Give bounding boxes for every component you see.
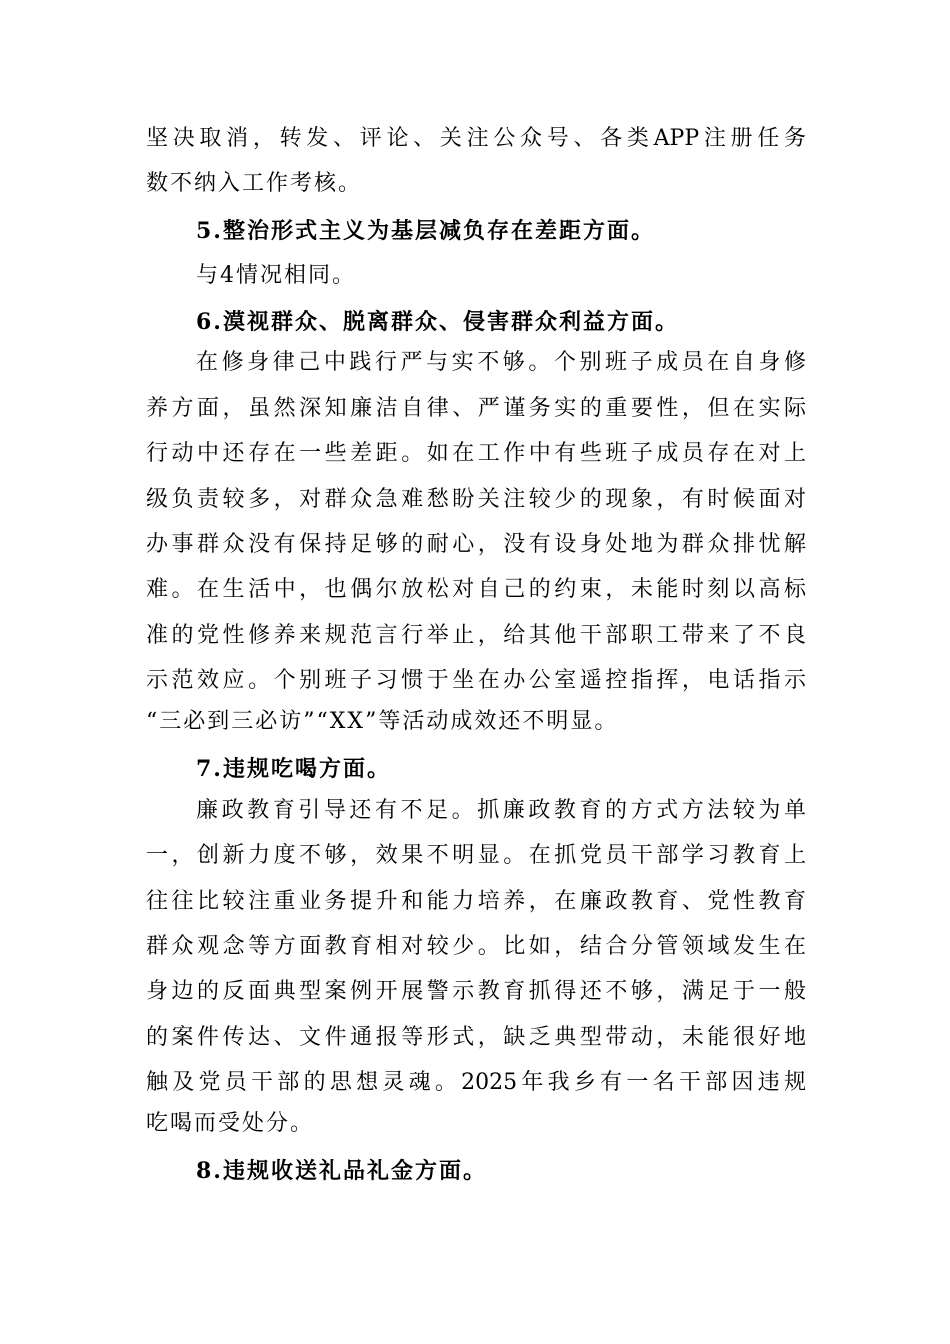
paragraph-line: 准的党性修养来规范言行举止，给其他干部职工带来了不良	[146, 623, 806, 648]
paragraph-line: 难。在生活中，也偶尔放松对自己的约束，未能时刻以高标	[146, 577, 806, 602]
paragraph-line: 坚决取消，转发、评论、关注公众号、各类APP注册任务	[146, 126, 806, 151]
section-heading-5: 5.整治形式主义为基层减负存在差距方面。	[196, 218, 655, 244]
section-heading-7: 7.违规吃喝方面。	[196, 756, 391, 782]
paragraph-line: “三必到三必访”“XX”等活动成效还不明显。	[146, 709, 619, 734]
paragraph-line: 办事群众没有保持足够的耐心，没有设身处地为群众排忧解	[146, 532, 806, 557]
paragraph-line: 与4情况相同。	[196, 263, 356, 288]
section-heading-6: 6.漠视群众、脱离群众、侵害群众利益方面。	[196, 309, 679, 335]
paragraph-line: 的案件传达、文件通报等形式，缺乏典型带动，未能很好地	[146, 1025, 806, 1050]
paragraph-line: 在修身律己中践行严与实不够。个别班子成员在自身修	[196, 350, 806, 375]
paragraph-line: 养方面，虽然深知廉洁自律、严谨务实的重要性，但在实际	[146, 396, 806, 421]
paragraph-line: 数不纳入工作考核。	[146, 171, 363, 196]
paragraph-line: 触及党员干部的思想灵魂。2025年我乡有一名干部因违规	[146, 1070, 806, 1095]
paragraph-line: 吃喝而受处分。	[146, 1111, 315, 1136]
paragraph-line: 往往比较注重业务提升和能力培养，在廉政教育、党性教育	[146, 889, 806, 914]
paragraph-line: 群众观念等方面教育相对较少。比如，结合分管领域发生在	[146, 934, 806, 959]
paragraph-line: 身边的反面典型案例开展警示教育抓得还不够，满足于一般	[146, 979, 806, 1004]
paragraph-line: 一，创新力度不够，效果不明显。在抓党员干部学习教育上	[146, 843, 806, 868]
paragraph-line: 廉政教育引导还有不足。抓廉政教育的方式方法较为单	[196, 798, 806, 823]
paragraph-line: 行动中还存在一些差距。如在工作中有些班子成员存在对上	[146, 441, 806, 466]
paragraph-line: 级负责较多，对群众急难愁盼关注较少的现象，有时候面对	[146, 487, 806, 512]
section-heading-8: 8.违规收送礼品礼金方面。	[196, 1158, 487, 1184]
paragraph-line: 示范效应。个别班子习惯于坐在办公室遥控指挥，电话指示	[146, 668, 806, 693]
